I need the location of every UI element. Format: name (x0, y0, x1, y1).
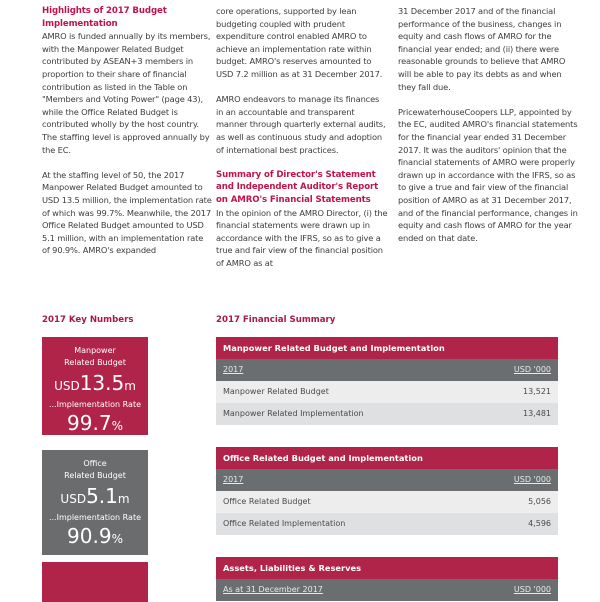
paragraph: 31 December 2017 and of the financial performance of the business, changes in equity and cash flows of AMRO for the financial year ended; and (ii) there were reasonable grounds to believe that AMRO will be able to pay its debts as and when they fall due. (398, 6, 566, 92)
table-subheader (216, 579, 558, 601)
row-label: Office Related Implementation (223, 519, 346, 528)
key-number-card-partial (42, 562, 148, 602)
card-label-line2: Related Budget (64, 470, 126, 480)
table-row (216, 513, 558, 535)
paragraph: In the opinion of the AMRO Director, (i) the financial statements were drawn up in accordance with the IFRS, so as to give a true and fair view of the financial position of AMRO as at (216, 207, 388, 268)
card-amount (42, 484, 148, 511)
card-rate (42, 524, 148, 551)
manpower-budget-table (216, 337, 558, 425)
paragraph: AMRO endeavors to manage its finances in an accountable and transparent manner through quarterly external audits, as well as continuous study and adoption of international best practices. (216, 94, 386, 155)
paragraph: AMRO is funded annually by its members, with the Manpower Related Budget contributed by ASEAN+3 members in proportion to their share of financial contribution as listed in the Table on "Members and Voting Power" (page 43), while the Office Related Budget is contributed wholly by the host country. The staffing level is approved annually by the EC. (42, 31, 211, 155)
unit: m (124, 379, 136, 393)
assets-liabilities-table (216, 557, 558, 601)
subheader-right: USD '000 (513, 475, 551, 484)
card-label-line2: Related Budget (64, 357, 126, 367)
card-label (42, 345, 148, 368)
amount: 13.5 (79, 371, 125, 395)
row-value: 13,481 (523, 409, 551, 418)
row-label: Manpower Related Budget (223, 387, 329, 396)
key-number-card-manpower (42, 337, 148, 435)
row-value: 13,521 (523, 387, 551, 396)
table-header: Office Related Budget and Implementation (216, 447, 558, 469)
table-row (216, 403, 558, 425)
table-header: Manpower Related Budget and Implementation (216, 337, 558, 359)
subheader-right: USD '000 (513, 585, 551, 594)
paragraph: PricewaterhouseCoopers LLP, appointed by the EC, audited AMRO's financial statements for the financial year ended 31 December 2017. It was the auditors' opinion that the financial statements of AMRO were properly drawn up in accordance with the IFRS, so as to give a true and fair view of the financial position of AMRO as at 31 December 2017, and of the financial performance, changes in equity and cash flows of AMRO for the year ended on that date. (398, 106, 578, 243)
row-label: Office Related Budget (223, 497, 311, 506)
key-number-card-office (42, 450, 148, 555)
rate-unit: % (111, 532, 123, 546)
card-rate (42, 411, 148, 438)
text-column-2 (216, 5, 388, 282)
unit: m (117, 492, 130, 506)
financial-summary-title: 2017 Financial Summary (216, 315, 336, 325)
text-column-3 (398, 5, 578, 257)
subheader-left: 2017 (223, 365, 244, 374)
subheader-right: USD '000 (513, 365, 551, 374)
table-subheader (216, 469, 558, 491)
card-amount (42, 371, 148, 398)
rate-value: 90.9 (67, 524, 112, 548)
highlights-heading: Highlights of 2017 Budget Implementation (42, 6, 167, 29)
table-header: Assets, Liabilities & Reserves (216, 557, 558, 579)
table-row (216, 381, 558, 403)
text-column-1 (42, 5, 212, 269)
summary-heading: Summary of Director's Statement and Independent Auditor's Report on AMRO's Financial Statements (216, 169, 379, 205)
table-subheader (216, 359, 558, 381)
paragraph: At the staffing level of 50, the 2017 Manpower Related Budget amounted to USD 13.5 million, the implementation rate of which was 99.7%. Meanwhile, the 2017 Office Related Budget amounted to USD 5.1 million, with an implementation rate of 90.9%. AMRO's expanded (42, 169, 212, 256)
card-label-line1: Office (83, 459, 107, 468)
row-value: 4,596 (528, 519, 551, 528)
subheader-left: 2017 (223, 475, 244, 484)
currency: USD (60, 492, 87, 506)
rate-value: 99.7 (67, 411, 112, 435)
amount: 5.1 (86, 484, 118, 508)
row-label: Manpower Related Implementation (223, 409, 364, 418)
rate-label: ...Implementation Rate (48, 400, 142, 409)
card-label (42, 458, 148, 481)
currency: USD (54, 379, 80, 393)
rate-unit: % (111, 419, 123, 433)
card-label-line1: Manpower (74, 346, 116, 355)
office-budget-table (216, 447, 558, 535)
subheader-left: As at 31 December 2017 (223, 585, 323, 594)
table-row (216, 491, 558, 513)
rate-label: ...Implementation Rate (48, 513, 142, 522)
paragraph: core operations, supported by lean budgeting coupled with prudent expenditure control enabled AMRO to achieve an implementation rate within budget. AMRO's reserves amounted to USD 7.2 million as at 31 December 2017. (216, 6, 383, 79)
key-numbers-title: 2017 Key Numbers (42, 315, 134, 325)
row-value: 5,056 (528, 497, 551, 506)
